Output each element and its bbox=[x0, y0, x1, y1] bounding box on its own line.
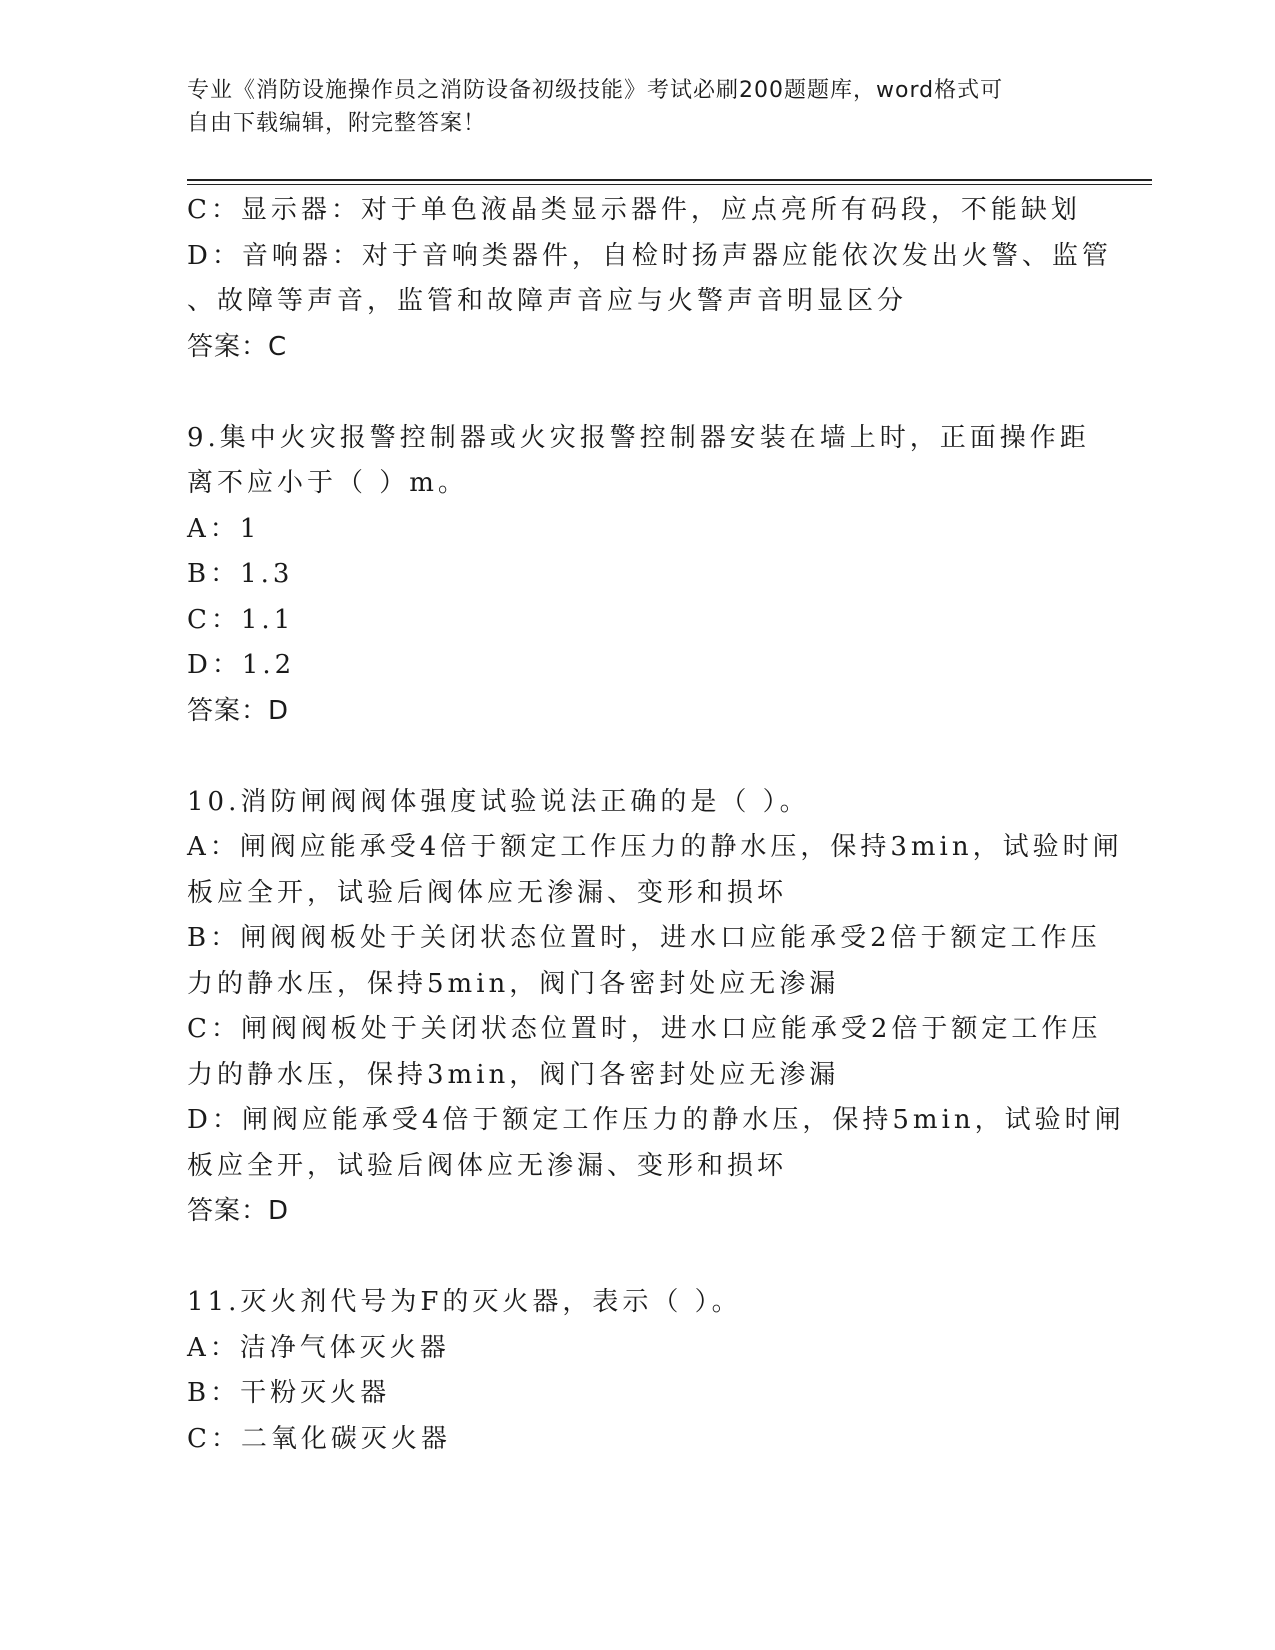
question-stem-line-2: 离不应小于（ ）m。 bbox=[187, 468, 468, 498]
question-9 bbox=[187, 416, 1090, 735]
option-b-line-1: B：闸阀阀板处于关闭状态位置时，进水口应能承受2倍于额定工作压 bbox=[187, 923, 1101, 953]
option-a-line-1: A：闸阀应能承受4倍于额定工作压力的静水压，保持3min，试验时闸 bbox=[187, 832, 1123, 862]
option-d-line-2: 板应全开，试验后阀体应无渗漏、变形和损坏 bbox=[187, 1150, 788, 1181]
option-d-line-1: D：音响器：对于音响类器件，自检时扬声器应能依次发出火警、监管 bbox=[187, 240, 1112, 271]
header-divider-thin bbox=[187, 184, 1152, 185]
header-line-2: 自由下载编辑，附完整答案！ bbox=[187, 111, 487, 136]
question-11 bbox=[187, 1280, 1087, 1462]
option-c: C：显示器：对于单色液晶类显示器件，应点亮所有码段，不能缺划 bbox=[187, 195, 1081, 225]
option-b: B：干粉灭火器 bbox=[187, 1378, 391, 1408]
spacer bbox=[187, 370, 1087, 416]
answer: 答案：D bbox=[187, 695, 290, 726]
option-c-line-1: C：闸阀阀板处于关闭状态位置时，进水口应能承受2倍于额定工作压 bbox=[187, 1014, 1102, 1044]
question-content bbox=[187, 188, 1125, 1462]
option-b-line-2: 力的静水压，保持5min，阀门各密封处应无渗漏 bbox=[187, 968, 840, 999]
question-8-tail bbox=[187, 188, 1112, 370]
spacer bbox=[187, 734, 1087, 780]
option-d-line-2: 、故障等声音，监管和故障声音应与火警声音明显区分 bbox=[187, 286, 908, 316]
header-line-1: 专业《消防设施操作员之消防设备初级技能》考试必刷200题题库，word格式可 bbox=[187, 78, 1004, 103]
option-d-line-1: D：闸阀应能承受4倍于额定工作压力的静水压，保持5min，试验时闸 bbox=[187, 1105, 1125, 1135]
option-c-line-2: 力的静水压，保持3min，阀门各密封处应无渗漏 bbox=[187, 1059, 840, 1090]
spacer bbox=[187, 1235, 1087, 1281]
option-a: A：洁净气体灭火器 bbox=[187, 1332, 450, 1363]
option-c: C：1.1 bbox=[187, 604, 295, 635]
answer: 答案：D bbox=[187, 1196, 290, 1226]
question-10 bbox=[187, 780, 1125, 1235]
question-stem-line-1: 9.集中火灾报警控制器或火灾报警控制器安装在墙上时，正面操作距 bbox=[187, 422, 1090, 453]
answer: 答案：C bbox=[187, 331, 288, 362]
option-c: C：二氧化碳灭火器 bbox=[187, 1423, 451, 1454]
option-a: A：1 bbox=[187, 513, 261, 544]
option-b: B：1.3 bbox=[187, 559, 294, 589]
question-stem: 10.消防闸阀阀体强度试验说法正确的是（ ）。 bbox=[187, 786, 810, 817]
option-a-line-2: 板应全开，试验后阀体应无渗漏、变形和损坏 bbox=[187, 877, 788, 908]
option-d: D：1.2 bbox=[187, 650, 296, 680]
document-header bbox=[187, 74, 1087, 140]
question-stem: 11.灭火剂代号为F的灭火器，表示（ ）。 bbox=[187, 1287, 742, 1317]
header-divider-thick bbox=[187, 179, 1152, 181]
